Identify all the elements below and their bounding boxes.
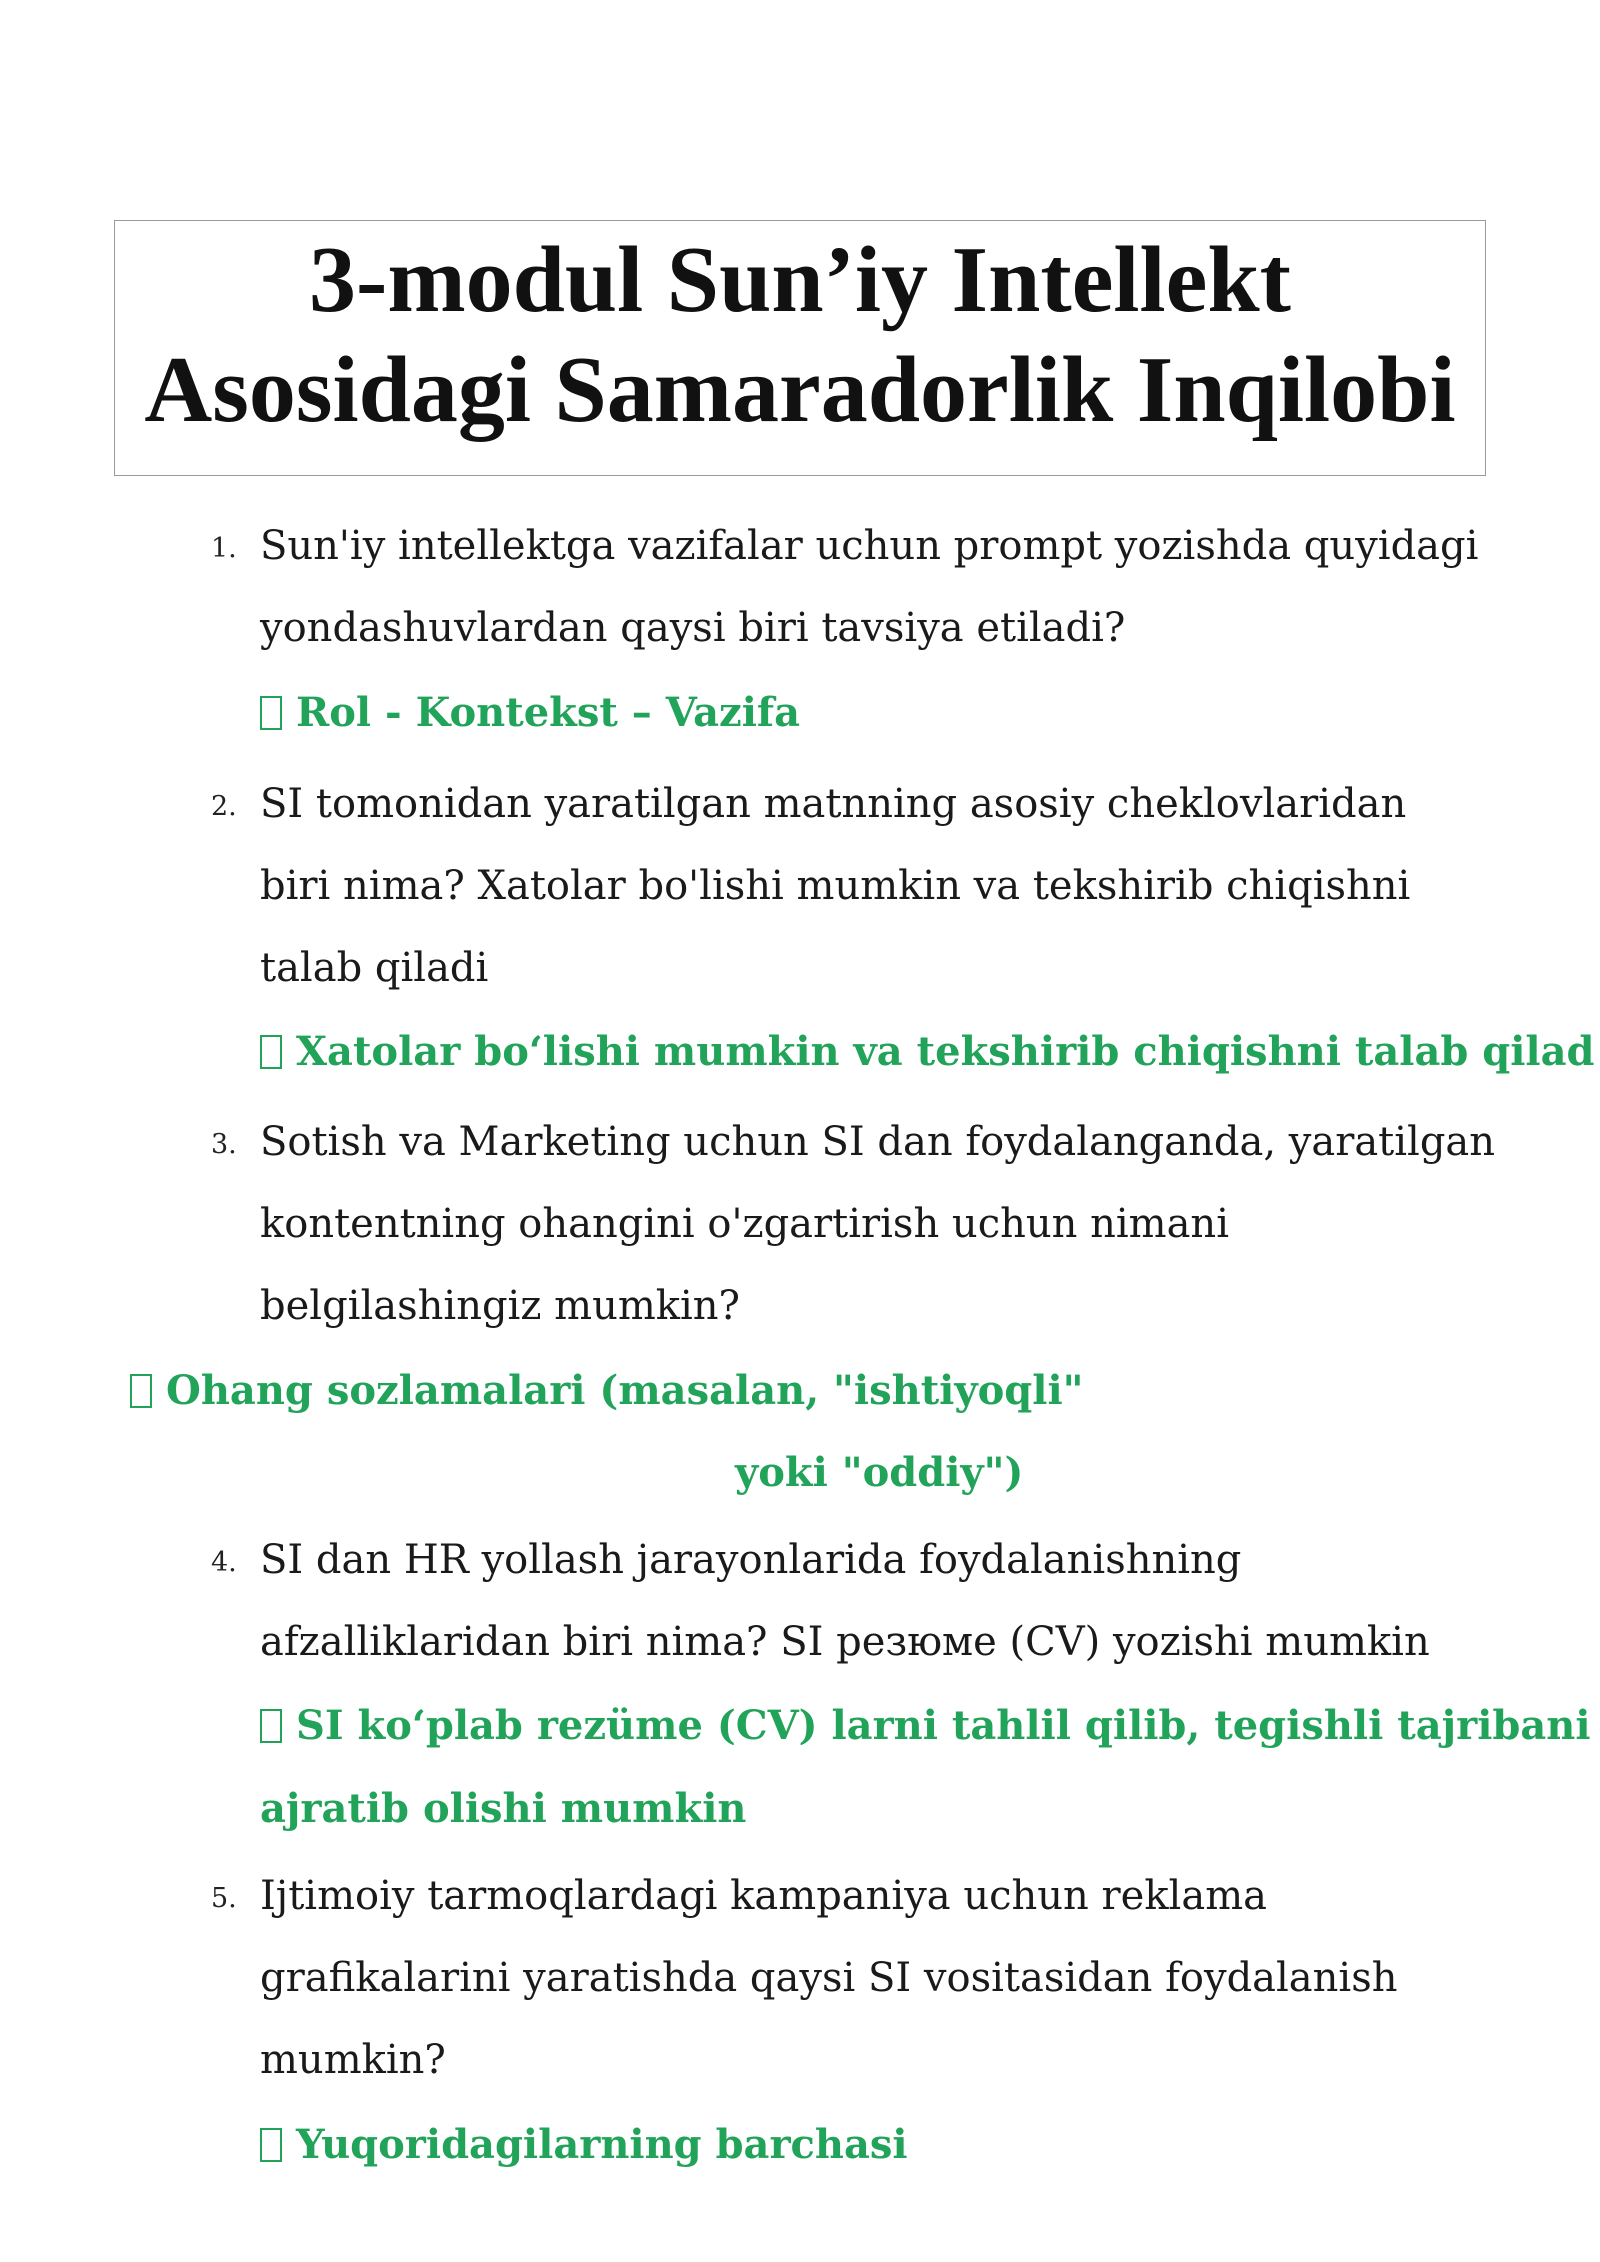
question-line: kontentning ohangini o'zgartirish uchun nimani <box>260 1201 1229 1247</box>
checkbox-glyph-icon <box>260 696 282 730</box>
question-line: mumkin? <box>260 2037 446 2083</box>
question-number: 3. <box>211 1129 237 1160</box>
question-number: 1. <box>211 533 237 564</box>
question-text <box>260 505 1500 669</box>
question-line: Sotish va Marketing uchun SI dan foydalanganda, yaratilgan <box>260 1119 1496 1165</box>
answer-text: Rol - Kontekst – Vazifa <box>296 689 801 736</box>
answer-text: ajratib olishi mumkin <box>260 1785 747 1832</box>
checkbox-glyph-icon <box>260 1709 282 1743</box>
answer-3-continuation <box>735 1432 1023 1514</box>
checkbox-glyph-icon <box>260 2128 282 2162</box>
answer-2 <box>260 1011 1595 1093</box>
answer-text: SI ko‘plab rezüme (CV) larni tahlil qilib, tegishli tajribani <box>296 1702 1591 1749</box>
checkbox-glyph-icon <box>130 1374 152 1408</box>
answer-text: Xatolar bo‘lishi mumkin va tekshirib chiqishni talab qilad <box>296 1028 1595 1075</box>
question-line: grafikalarini yaratishda qaysi SI vositasidan foydalanish <box>260 1955 1398 2001</box>
answer-text: Ohang sozlamalari (masalan, "ishtiyoqli" <box>166 1367 1084 1414</box>
question-line: SI tomonidan yaratilgan matnning asosiy cheklovlaridan <box>260 781 1407 827</box>
answer-text: yoki "oddiy") <box>735 1449 1024 1496</box>
page-title-line-1: 3-modul Sun’iy Intellekt <box>309 228 1291 332</box>
question-text <box>260 1101 1500 1347</box>
question-text <box>260 1855 1500 2101</box>
question-line: Sun'iy intellektga vazifalar uchun prompt yozishda quyidagi <box>260 523 1479 569</box>
answer-1 <box>260 672 800 754</box>
question-text <box>260 763 1500 1009</box>
question-line: belgilashingiz mumkin? <box>260 1283 740 1329</box>
answer-5 <box>260 2104 908 2186</box>
question-number: 2. <box>211 791 237 822</box>
question-line: yondashuvlardan qaysi biri tavsiya etiladi? <box>260 605 1126 651</box>
question-text <box>260 1519 1500 1683</box>
answer-4-continuation <box>260 1768 746 1850</box>
question-number: 5. <box>211 1883 237 1914</box>
title-box <box>114 220 1486 476</box>
answer-text: Yuqoridagilarning barchasi <box>296 2121 908 2168</box>
question-line: Ijtimoiy tarmoqlardagi kampaniya uchun reklama <box>260 1873 1267 1919</box>
question-number: 4. <box>211 1547 237 1578</box>
page-title-line-2: Asosidagi Samaradorlik Inqilobi <box>144 338 1456 442</box>
answer-3 <box>130 1350 1083 1432</box>
question-line: biri nima? Xatolar bo'lishi mumkin va tekshirib chiqishni <box>260 863 1411 909</box>
question-line: SI dan HR yollash jarayonlarida foydalanishning <box>260 1537 1242 1583</box>
question-line: talab qiladi <box>260 945 489 991</box>
answer-4 <box>260 1685 1591 1767</box>
question-line: afzalliklaridan biri nima? SI резюме (CV) yozishi mumkin <box>260 1619 1430 1665</box>
checkbox-glyph-icon <box>260 1035 282 1069</box>
